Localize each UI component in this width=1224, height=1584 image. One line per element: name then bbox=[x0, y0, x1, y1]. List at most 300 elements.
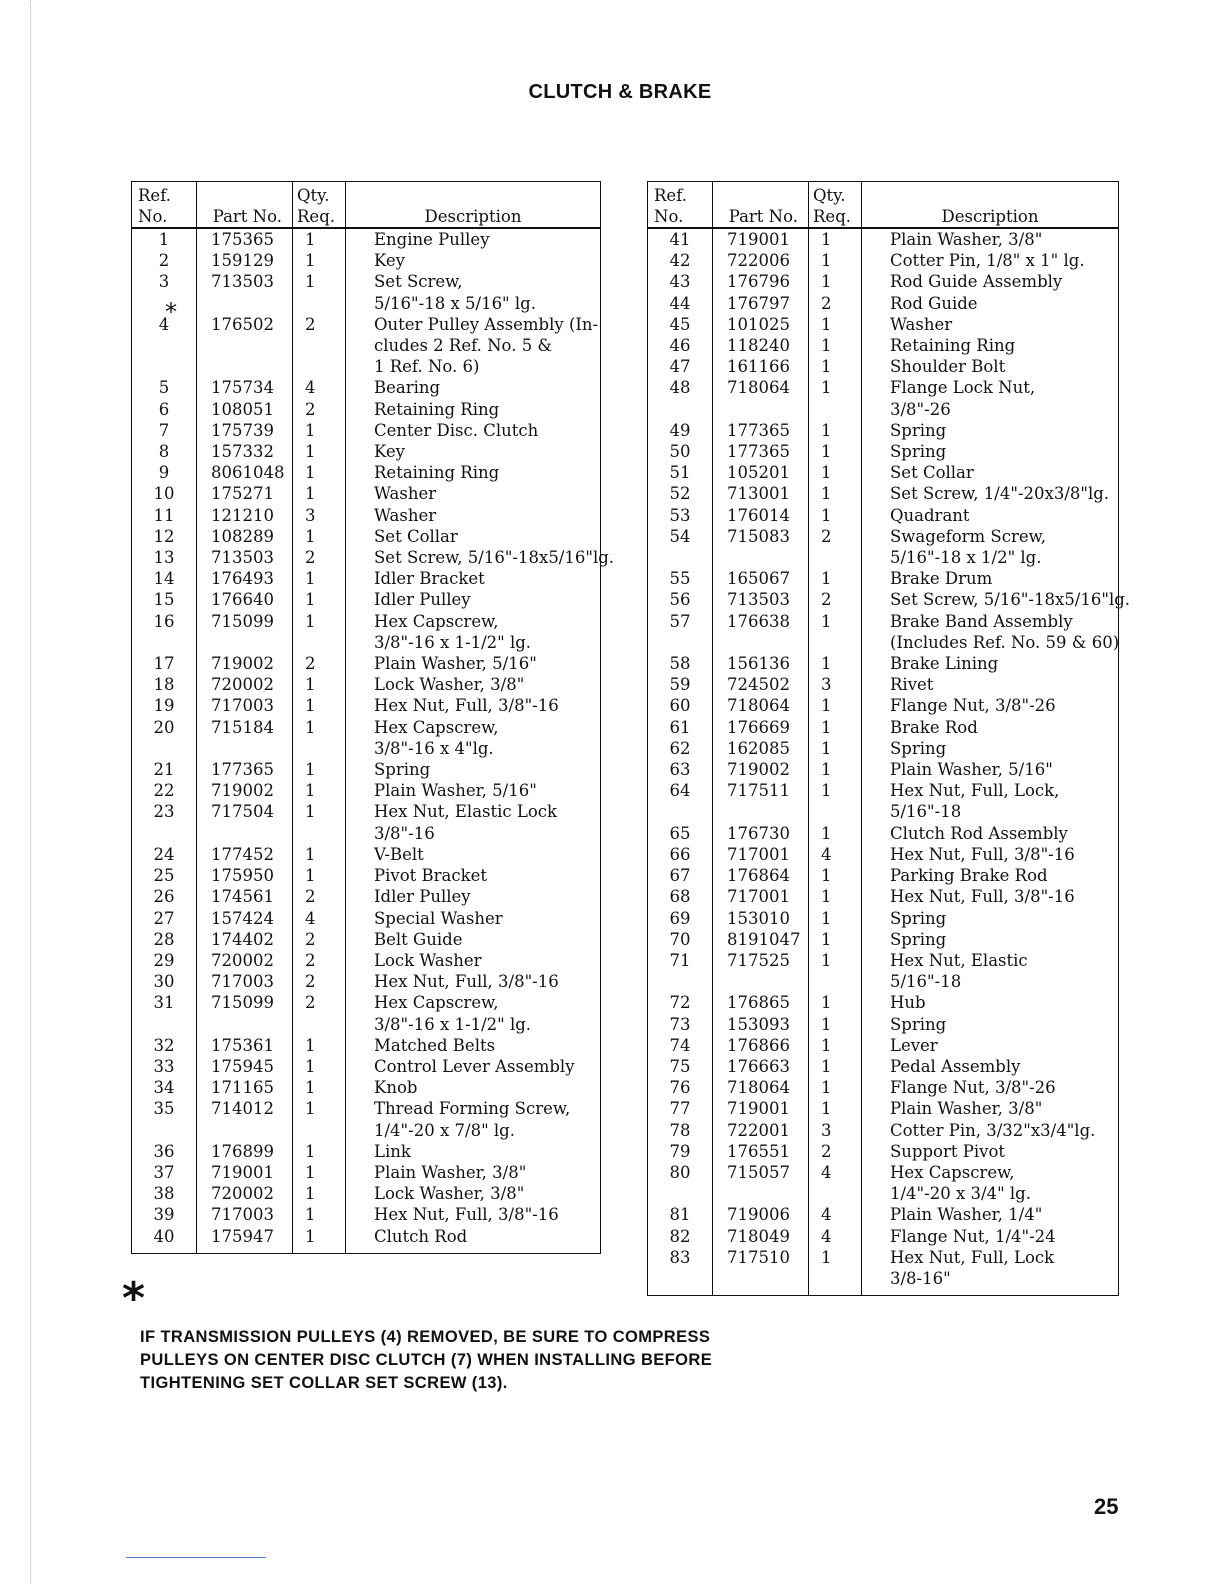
description-cell: Swageform Screw, bbox=[862, 526, 1119, 547]
qty-cell: 1 bbox=[809, 738, 862, 759]
description-cell: Set Collar bbox=[862, 462, 1119, 483]
description-cell: Spring bbox=[862, 441, 1119, 462]
part-no-cell: 176493 bbox=[197, 568, 293, 589]
description-cell: Pivot Bracket bbox=[346, 865, 601, 886]
part-no-cell: 718064 bbox=[713, 1077, 809, 1098]
description-cell: Link bbox=[346, 1141, 601, 1162]
description-cell: Lock Washer, 3/8" bbox=[346, 1183, 601, 1204]
qty-cell: 2 bbox=[293, 929, 346, 950]
description-cell: Hex Nut, Full, 3/8"-16 bbox=[346, 1204, 601, 1225]
description-cell: Set Screw, 5/16"-18x5/16"lg. bbox=[346, 547, 601, 568]
qty-cell: 1 bbox=[809, 441, 862, 462]
ref-no-cell: 57 bbox=[648, 611, 713, 632]
ref-no-header: Ref. No. bbox=[132, 182, 197, 229]
qty-cell bbox=[809, 1268, 862, 1289]
table-row bbox=[648, 568, 1119, 589]
qty-cell: 1 bbox=[809, 568, 862, 589]
table-row bbox=[132, 228, 601, 250]
part-no-cell: 8191047 bbox=[713, 929, 809, 950]
table-row bbox=[132, 356, 601, 377]
part-no-cell: 175365 bbox=[197, 228, 293, 250]
qty-cell: 1 bbox=[809, 505, 862, 526]
ref-no-cell: 28 bbox=[132, 929, 197, 950]
spacer-cell bbox=[293, 1247, 346, 1254]
ref-no-cell: 61 bbox=[648, 717, 713, 738]
part-no-cell: 162085 bbox=[713, 738, 809, 759]
description-cell: Idler Bracket bbox=[346, 568, 601, 589]
ref-no-cell: 68 bbox=[648, 886, 713, 907]
qty-cell: 1 bbox=[809, 271, 862, 292]
description-cell: Lever bbox=[862, 1035, 1119, 1056]
qty-cell: 1 bbox=[809, 1035, 862, 1056]
qty-cell: 1 bbox=[293, 1098, 346, 1119]
ref-no-cell: 77 bbox=[648, 1098, 713, 1119]
description-cell: Flange Lock Nut, bbox=[862, 377, 1119, 398]
part-no-cell: 105201 bbox=[713, 462, 809, 483]
ref-no-cell bbox=[132, 335, 197, 356]
ref-no-cell: 81 bbox=[648, 1204, 713, 1225]
qty-cell: 1 bbox=[293, 1204, 346, 1225]
ref-no-cell bbox=[648, 1183, 713, 1204]
part-no-cell: 715083 bbox=[713, 526, 809, 547]
qty-cell: 2 bbox=[293, 653, 346, 674]
table-row bbox=[648, 335, 1119, 356]
qty-cell: 1 bbox=[809, 992, 862, 1013]
part-no-cell: 718064 bbox=[713, 377, 809, 398]
ref-no-cell: 42 bbox=[648, 250, 713, 271]
part-no-cell: 108289 bbox=[197, 526, 293, 547]
part-no-cell: 177452 bbox=[197, 844, 293, 865]
ref-no-cell: 45 bbox=[648, 314, 713, 335]
qty-cell: 1 bbox=[293, 1162, 346, 1183]
description-cell: 1/4"-20 x 7/8" lg. bbox=[346, 1120, 601, 1141]
table-row bbox=[648, 441, 1119, 462]
ref-no-cell: 79 bbox=[648, 1141, 713, 1162]
qty-cell: 1 bbox=[809, 950, 862, 971]
part-no-cell bbox=[713, 1183, 809, 1204]
part-no-cell: 176899 bbox=[197, 1141, 293, 1162]
table-row bbox=[648, 1035, 1119, 1056]
qty-cell: 1 bbox=[809, 228, 862, 250]
table-row bbox=[132, 483, 601, 504]
part-no-cell: 175950 bbox=[197, 865, 293, 886]
part-no-cell bbox=[197, 632, 293, 653]
description-cell: Set Collar bbox=[346, 526, 601, 547]
table-row bbox=[648, 1056, 1119, 1077]
table-row bbox=[648, 420, 1119, 441]
description-header: Description bbox=[346, 182, 601, 229]
description-cell: Rod Guide Assembly bbox=[862, 271, 1119, 292]
table-row bbox=[648, 314, 1119, 335]
ref-no-cell: 3 bbox=[132, 271, 197, 292]
description-cell: Hex Nut, Elastic Lock bbox=[346, 801, 601, 822]
qty-cell: 1 bbox=[809, 483, 862, 504]
ref-no-cell: 65 bbox=[648, 823, 713, 844]
description-cell: Retaining Ring bbox=[862, 335, 1119, 356]
description-cell: Shoulder Bolt bbox=[862, 356, 1119, 377]
part-no-cell: 161166 bbox=[713, 356, 809, 377]
table-row bbox=[132, 335, 601, 356]
ref-no-cell: 19 bbox=[132, 695, 197, 716]
description-cell: Hex Capscrew, bbox=[862, 1162, 1119, 1183]
part-no-cell: 174402 bbox=[197, 929, 293, 950]
qty-cell: 4 bbox=[293, 908, 346, 929]
part-no-cell: 715099 bbox=[197, 992, 293, 1013]
ref-no-cell bbox=[132, 356, 197, 377]
qty-cell: 2 bbox=[809, 293, 862, 314]
table-row bbox=[132, 653, 601, 674]
part-no-cell: 157424 bbox=[197, 908, 293, 929]
description-cell: 5/16"-18 x 5/16" lg. bbox=[346, 293, 601, 314]
part-no-cell: 176640 bbox=[197, 589, 293, 610]
description-cell: Washer bbox=[346, 505, 601, 526]
table-row bbox=[648, 505, 1119, 526]
part-no-cell: 713001 bbox=[713, 483, 809, 504]
description-cell: Hex Capscrew, bbox=[346, 992, 601, 1013]
qty-cell: 1 bbox=[293, 759, 346, 780]
table-row bbox=[648, 377, 1119, 398]
ref-no-cell: 66 bbox=[648, 844, 713, 865]
part-no-cell: 719002 bbox=[197, 780, 293, 801]
part-no-cell bbox=[713, 971, 809, 992]
ref-no-cell: 11 bbox=[132, 505, 197, 526]
table-row bbox=[648, 992, 1119, 1013]
table-row bbox=[132, 674, 601, 695]
qty-cell: 1 bbox=[809, 695, 862, 716]
ref-no-cell bbox=[648, 399, 713, 420]
ref-no-cell: 49 bbox=[648, 420, 713, 441]
qty-cell: 4 bbox=[293, 377, 346, 398]
qty-cell: 1 bbox=[293, 462, 346, 483]
ref-no-cell: 59 bbox=[648, 674, 713, 695]
part-no-cell: 718049 bbox=[713, 1226, 809, 1247]
part-no-cell: 171165 bbox=[197, 1077, 293, 1098]
ref-no-cell: 32 bbox=[132, 1035, 197, 1056]
part-no-cell bbox=[713, 399, 809, 420]
table-row bbox=[648, 356, 1119, 377]
qty-cell: 1 bbox=[809, 1056, 862, 1077]
qty-cell bbox=[809, 399, 862, 420]
asterisk-footnote-icon: * bbox=[122, 1273, 146, 1324]
part-no-cell bbox=[713, 1268, 809, 1289]
table-row bbox=[648, 293, 1119, 314]
table-row bbox=[132, 399, 601, 420]
qty-cell: 1 bbox=[809, 865, 862, 886]
description-cell: Flange Nut, 3/8"-26 bbox=[862, 1077, 1119, 1098]
description-cell: Plain Washer, 5/16" bbox=[346, 780, 601, 801]
footnote-line: PULLEYS ON CENTER DISC CLUTCH (7) WHEN INSTALLING BEFORE bbox=[140, 1351, 713, 1369]
qty-cell: 2 bbox=[293, 547, 346, 568]
part-no-cell: 176865 bbox=[713, 992, 809, 1013]
ref-no-cell bbox=[132, 823, 197, 844]
table-row bbox=[132, 505, 601, 526]
page-number: 25 bbox=[1094, 1494, 1119, 1519]
table-row bbox=[648, 695, 1119, 716]
table-row bbox=[648, 1183, 1119, 1204]
part-no-cell: 175947 bbox=[197, 1226, 293, 1247]
part-no-cell: 176502 bbox=[197, 314, 293, 335]
part-no-cell bbox=[197, 293, 293, 314]
description-cell: Hex Nut, Elastic bbox=[862, 950, 1119, 971]
part-no-cell: 175271 bbox=[197, 483, 293, 504]
table-row bbox=[132, 1077, 601, 1098]
part-no-cell: 719001 bbox=[713, 228, 809, 250]
qty-req-header: Qty. Req. bbox=[293, 182, 346, 229]
spacer-cell bbox=[346, 1247, 601, 1254]
qty-cell: 3 bbox=[809, 674, 862, 695]
table-row bbox=[648, 801, 1119, 822]
qty-cell: 4 bbox=[809, 1162, 862, 1183]
table-row bbox=[132, 568, 601, 589]
qty-cell bbox=[293, 356, 346, 377]
table-row bbox=[648, 950, 1119, 971]
table-row bbox=[648, 1204, 1119, 1225]
description-cell: Plain Washer, 5/16" bbox=[862, 759, 1119, 780]
part-no-cell: 165067 bbox=[713, 568, 809, 589]
table-row bbox=[648, 632, 1119, 653]
part-no-cell bbox=[713, 801, 809, 822]
part-no-cell: 153093 bbox=[713, 1014, 809, 1035]
qty-cell: 4 bbox=[809, 1226, 862, 1247]
qty-cell: 1 bbox=[809, 377, 862, 398]
spacer-cell bbox=[862, 1289, 1119, 1296]
ref-no-cell: 76 bbox=[648, 1077, 713, 1098]
description-cell: Pedal Assembly bbox=[862, 1056, 1119, 1077]
ref-no-cell: 15 bbox=[132, 589, 197, 610]
table-spacer-row bbox=[648, 1289, 1119, 1296]
qty-req-header: Qty. Req. bbox=[809, 182, 862, 229]
part-no-cell: 8061048 bbox=[197, 462, 293, 483]
description-cell: Retaining Ring bbox=[346, 399, 601, 420]
ref-no-cell: 33 bbox=[132, 1056, 197, 1077]
description-cell: Brake Rod bbox=[862, 717, 1119, 738]
ref-no-cell: 37 bbox=[132, 1162, 197, 1183]
part-no-cell: 719002 bbox=[713, 759, 809, 780]
qty-cell bbox=[293, 823, 346, 844]
description-cell: Center Disc. Clutch bbox=[346, 420, 601, 441]
ref-no-cell: 30 bbox=[132, 971, 197, 992]
ref-no-cell: 36 bbox=[132, 1141, 197, 1162]
table-row bbox=[648, 738, 1119, 759]
description-cell: Plain Washer, 3/8" bbox=[862, 228, 1119, 250]
part-no-header: Part No. bbox=[713, 182, 809, 229]
qty-cell: 2 bbox=[293, 314, 346, 335]
ref-no-cell bbox=[132, 1120, 197, 1141]
table-row bbox=[132, 1141, 601, 1162]
table-row bbox=[648, 1226, 1119, 1247]
description-cell: 3/8"-16 bbox=[346, 823, 601, 844]
table-row bbox=[648, 653, 1119, 674]
ref-no-cell: 70 bbox=[648, 929, 713, 950]
qty-cell bbox=[293, 632, 346, 653]
description-cell: Key bbox=[346, 250, 601, 271]
table-row bbox=[132, 462, 601, 483]
footnote-warning bbox=[140, 1326, 712, 1395]
part-no-cell bbox=[713, 547, 809, 568]
table-row bbox=[132, 886, 601, 907]
part-no-cell: 121210 bbox=[197, 505, 293, 526]
part-no-cell: 176638 bbox=[713, 611, 809, 632]
ref-no-cell: 25 bbox=[132, 865, 197, 886]
parts-table-left-body bbox=[132, 228, 615, 1253]
table-row bbox=[132, 823, 601, 844]
qty-cell bbox=[809, 547, 862, 568]
ref-no-cell: 21 bbox=[132, 759, 197, 780]
part-no-cell: 715099 bbox=[197, 611, 293, 632]
bottom-rule bbox=[126, 1557, 266, 1558]
qty-cell: 1 bbox=[293, 526, 346, 547]
ref-no-cell: 64 bbox=[648, 780, 713, 801]
table-row bbox=[648, 271, 1119, 292]
description-cell: Set Screw, 5/16"-18x5/16"lg. bbox=[862, 589, 1119, 610]
description-cell: Clutch Rod bbox=[346, 1226, 601, 1247]
description-cell: Retaining Ring bbox=[346, 462, 601, 483]
qty-cell: 1 bbox=[293, 271, 346, 292]
description-cell: Matched Belts bbox=[346, 1035, 601, 1056]
qty-cell bbox=[293, 293, 346, 314]
description-cell: 3/8"-16 x 1-1/2" lg. bbox=[346, 632, 601, 653]
table-row bbox=[648, 1141, 1119, 1162]
qty-cell: 2 bbox=[293, 399, 346, 420]
table-row bbox=[132, 1014, 601, 1035]
table-row bbox=[132, 250, 601, 271]
table-row bbox=[132, 844, 601, 865]
table-row bbox=[648, 1247, 1119, 1268]
description-cell: Support Pivot bbox=[862, 1141, 1119, 1162]
table-row bbox=[648, 844, 1119, 865]
part-no-cell: 176551 bbox=[713, 1141, 809, 1162]
part-no-cell: 715184 bbox=[197, 717, 293, 738]
qty-cell bbox=[293, 738, 346, 759]
ref-no-cell: 16 bbox=[132, 611, 197, 632]
ref-no-cell: 43 bbox=[648, 271, 713, 292]
qty-cell: 1 bbox=[809, 611, 862, 632]
qty-cell: 1 bbox=[293, 844, 346, 865]
table-row bbox=[648, 1268, 1119, 1289]
ref-no-cell bbox=[648, 801, 713, 822]
qty-cell: 1 bbox=[293, 1056, 346, 1077]
part-no-cell: 176797 bbox=[713, 293, 809, 314]
description-cell: 1/4"-20 x 3/4" lg. bbox=[862, 1183, 1119, 1204]
qty-cell: 1 bbox=[809, 420, 862, 441]
part-no-cell: 717003 bbox=[197, 1204, 293, 1225]
ref-no-cell: 63 bbox=[648, 759, 713, 780]
description-cell: 5/16"-18 bbox=[862, 971, 1119, 992]
ref-no-cell: 78 bbox=[648, 1120, 713, 1141]
qty-cell: 2 bbox=[809, 1141, 862, 1162]
table-row bbox=[648, 823, 1119, 844]
part-no-cell bbox=[197, 1120, 293, 1141]
asterisk-marker-ref-4: * bbox=[165, 298, 177, 326]
ref-no-cell: 39 bbox=[132, 1204, 197, 1225]
description-cell: Rod Guide bbox=[862, 293, 1119, 314]
spacer-cell bbox=[809, 1289, 862, 1296]
description-cell: Plain Washer, 3/8" bbox=[862, 1098, 1119, 1119]
part-no-cell: 156136 bbox=[713, 653, 809, 674]
part-no-header: Part No. bbox=[197, 182, 293, 229]
table-row bbox=[648, 929, 1119, 950]
ref-no-cell: 51 bbox=[648, 462, 713, 483]
table-row bbox=[132, 271, 601, 292]
part-no-cell: 720002 bbox=[197, 674, 293, 695]
description-cell: Thread Forming Screw, bbox=[346, 1098, 601, 1119]
part-no-cell: 176864 bbox=[713, 865, 809, 886]
part-no-cell: 717511 bbox=[713, 780, 809, 801]
ref-no-cell bbox=[648, 971, 713, 992]
qty-cell: 1 bbox=[809, 759, 862, 780]
description-cell: V-Belt bbox=[346, 844, 601, 865]
ref-no-cell: 17 bbox=[132, 653, 197, 674]
table-row bbox=[132, 992, 601, 1013]
qty-cell bbox=[293, 335, 346, 356]
table-row bbox=[648, 717, 1119, 738]
spacer-cell bbox=[648, 1289, 713, 1296]
parts-table-left bbox=[131, 181, 615, 1254]
ref-no-cell bbox=[648, 1268, 713, 1289]
ref-no-cell: 24 bbox=[132, 844, 197, 865]
part-no-cell: 720002 bbox=[197, 1183, 293, 1204]
description-cell: Lock Washer bbox=[346, 950, 601, 971]
table-row bbox=[132, 589, 601, 610]
table-row bbox=[132, 526, 601, 547]
table-row bbox=[132, 314, 601, 335]
description-cell: Plain Washer, 5/16" bbox=[346, 653, 601, 674]
part-no-cell: 719006 bbox=[713, 1204, 809, 1225]
description-cell: Washer bbox=[862, 314, 1119, 335]
qty-cell: 1 bbox=[293, 568, 346, 589]
description-cell: Washer bbox=[346, 483, 601, 504]
ref-no-cell: 62 bbox=[648, 738, 713, 759]
part-no-cell: 722006 bbox=[713, 250, 809, 271]
parts-table-right bbox=[647, 181, 1131, 1296]
qty-cell: 1 bbox=[809, 356, 862, 377]
ref-no-cell bbox=[132, 738, 197, 759]
table-row bbox=[648, 1098, 1119, 1119]
qty-cell bbox=[809, 1183, 862, 1204]
qty-cell: 1 bbox=[809, 1077, 862, 1098]
part-no-cell: 717003 bbox=[197, 695, 293, 716]
ref-no-cell: 35 bbox=[132, 1098, 197, 1119]
part-no-cell: 715057 bbox=[713, 1162, 809, 1183]
table-row bbox=[648, 462, 1119, 483]
ref-no-cell: 46 bbox=[648, 335, 713, 356]
part-no-cell bbox=[197, 1014, 293, 1035]
description-cell: Rivet bbox=[862, 674, 1119, 695]
table-row bbox=[132, 759, 601, 780]
ref-no-cell: 58 bbox=[648, 653, 713, 674]
description-cell: Quadrant bbox=[862, 505, 1119, 526]
part-no-cell: 159129 bbox=[197, 250, 293, 271]
part-no-cell: 717510 bbox=[713, 1247, 809, 1268]
part-no-cell: 717003 bbox=[197, 971, 293, 992]
ref-no-cell: 9 bbox=[132, 462, 197, 483]
parts-table-right-body bbox=[648, 228, 1131, 1296]
description-cell: Hex Nut, Full, 3/8"-16 bbox=[346, 695, 601, 716]
description-cell: 5/16"-18 x 1/2" lg. bbox=[862, 547, 1119, 568]
description-cell: Set Screw, bbox=[346, 271, 601, 292]
part-no-cell: 724502 bbox=[713, 674, 809, 695]
description-cell: Spring bbox=[862, 908, 1119, 929]
ref-no-cell: 74 bbox=[648, 1035, 713, 1056]
table-row bbox=[132, 801, 601, 822]
qty-cell: 1 bbox=[293, 1183, 346, 1204]
description-cell: Plain Washer, 1/4" bbox=[862, 1204, 1119, 1225]
page-edge-shadow bbox=[30, 0, 31, 1584]
table-row bbox=[132, 1098, 601, 1119]
table-row bbox=[132, 1183, 601, 1204]
description-cell: Spring bbox=[862, 929, 1119, 950]
description-cell: Flange Nut, 1/4"-24 bbox=[862, 1226, 1119, 1247]
